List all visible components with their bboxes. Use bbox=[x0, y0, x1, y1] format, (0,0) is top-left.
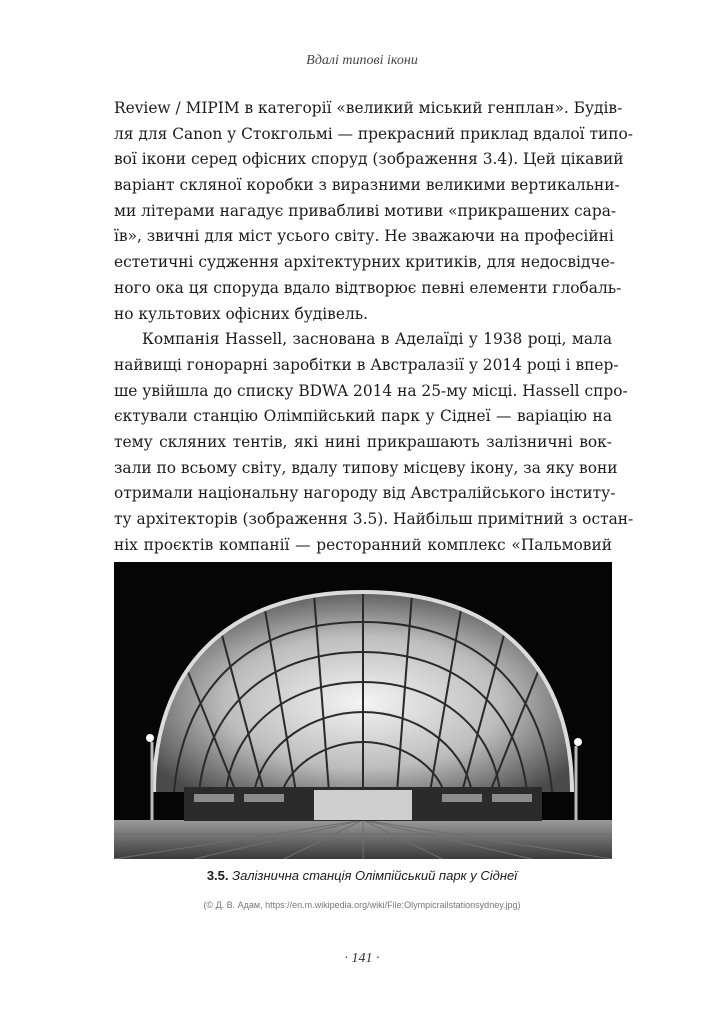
text-line: ніх проєктів компанії — ресторанний комплекс «Пальмовий bbox=[114, 535, 612, 554]
text-line: варіант скляної коробки з виразними великими вертикальни- bbox=[114, 176, 620, 195]
text-line: но культових офісних будівель. bbox=[114, 304, 369, 323]
text-line: найвищі гонорарні заробітки в Австралазії у 2014 році і впер- bbox=[114, 355, 619, 374]
running-head: Вдалі типові ікони bbox=[306, 53, 418, 68]
page-number: · 141 · bbox=[344, 951, 380, 966]
body-text bbox=[114, 96, 634, 558]
caption-number: 3.5. bbox=[206, 868, 229, 883]
text-line: зали по всьому світу, вдалу типову місцеву ікону, за яку вони bbox=[114, 458, 618, 477]
text-line: ля для Canon у Стокгольмі — прекрасний приклад вдалої типо- bbox=[114, 124, 633, 143]
figure-caption bbox=[0, 868, 724, 883]
text-line: єктували станцію Олімпійський парк у Сіднеї — варіацію на bbox=[114, 407, 612, 426]
text-line: ми літерами нагадує привабливі мотиви «прикрашених сара- bbox=[114, 201, 617, 220]
photo-credit: (© Д. В. Адам, https://en.m.wikipedia.org/wiki/File:Olympicrailstationsydney.jpg) bbox=[203, 900, 521, 910]
text-line: ту архітекторів (зображення 3.5). Найбільш примітний з остан- bbox=[114, 510, 634, 528]
text-line: їв», звичні для міст усього світу. Не зважаючи на професійні bbox=[114, 227, 614, 246]
caption-text: Залізнична станція Олімпійський парк у Сіднеї bbox=[232, 868, 518, 883]
station-photo bbox=[114, 562, 612, 859]
text-line: ше увійшла до списку BDWA 2014 на 25-му місці. Hassell спро- bbox=[114, 381, 628, 400]
text-line: Компанія Hassell, заснована в Аделаїді у 1938 році, мала bbox=[142, 330, 612, 349]
text-line: естетичні судження архітектурних критиків, для недосвідче- bbox=[114, 253, 615, 272]
text-line: вої ікони серед офісних споруд (зображення 3.4). Цей цікавий bbox=[114, 150, 624, 169]
text-line: Review / MIPIM в категорії «великий міський генплан». Будів- bbox=[114, 99, 623, 117]
text-line: тему скляних тентів, які нині прикрашають залізничні вок- bbox=[114, 432, 612, 451]
text-line: ного ока ця споруда вдало відтворює певні елементи глобаль- bbox=[114, 278, 622, 297]
text-line: отримали національну нагороду від Австралійського інститу- bbox=[114, 484, 616, 503]
